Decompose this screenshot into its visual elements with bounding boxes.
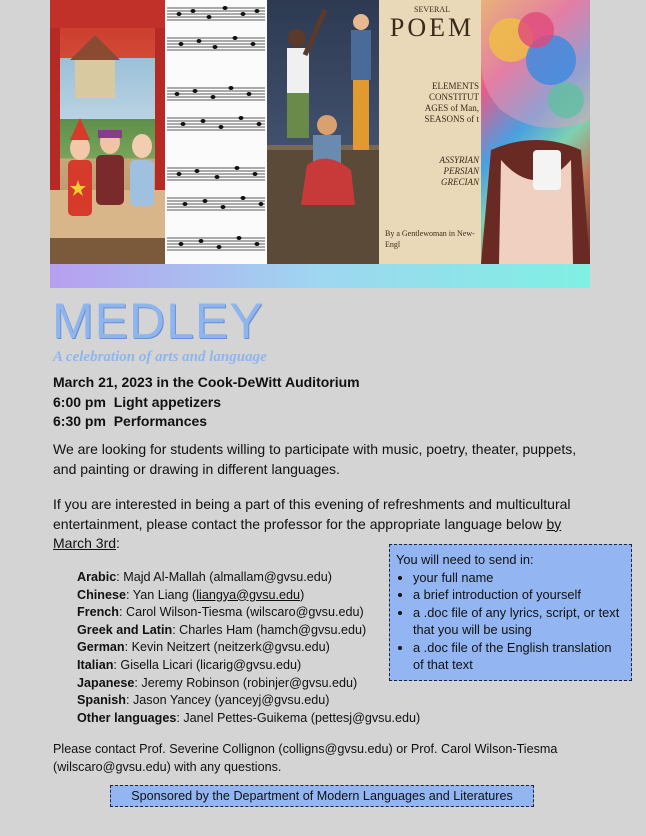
puppets-photo — [50, 0, 165, 264]
poem-line: ASSYRIAN — [439, 155, 479, 165]
contact-row — [77, 675, 420, 693]
contact-info: : Jason Yancey (yanceyj@gvsu.edu) — [126, 693, 330, 708]
contact-row — [77, 587, 420, 605]
contact-language: French — [77, 605, 119, 620]
contact-info: : Janel Pettes-Guikema (pettesj@gvsu.edu) — [176, 710, 421, 725]
intro-paragraph: We are looking for students willing to participate with music, poetry, theater, puppets, and painting or drawing in different languages. — [53, 441, 577, 477]
sponsor-box: Sponsored by the Department of Modern Languages and Literatures — [110, 785, 534, 807]
contact-row — [77, 569, 420, 587]
interest-colon: : — [116, 535, 120, 551]
contact-info: : Yan Liang ( — [126, 587, 197, 602]
contact-info: : Kevin Neitzert (neitzerk@gvsu.edu) — [124, 640, 330, 655]
poem-heading: POEM — [389, 13, 475, 42]
closing-paragraph: Please contact Prof. Severine Collignon (colligns@gvsu.edu) or Prof. Carol Wilson-Tiesma (wilscaro@gvsu.edu) with any questions. — [53, 742, 558, 774]
send-in-item: • a brief introduction of yourself — [413, 586, 625, 604]
contact-row — [77, 604, 420, 622]
poem-line: By a Gentlewoman in New-Engl — [385, 229, 475, 249]
painting-image — [481, 0, 590, 264]
contact-language: Arabic — [77, 570, 117, 584]
deadline: by March 3rd — [53, 515, 562, 551]
send-in-item: • a .doc file of any lyrics, script, or text that you will be using — [413, 604, 625, 639]
contact-info: : Carol Wilson-Tiesma (wilscaro@gvsu.edu) — [119, 605, 364, 620]
poem-line: GRECIAN — [441, 177, 479, 187]
painting-illustration — [481, 0, 590, 264]
send-in-item: • a .doc file of the English translation of that text — [413, 639, 625, 674]
old-poem-page — [379, 0, 481, 264]
send-in-heading: You will need to send in: — [396, 552, 534, 567]
poem-line: SEVERAL — [414, 5, 450, 14]
event-details — [53, 373, 360, 432]
contact-info: : Majd Al-Mallah (almallam@gvsu.edu) — [116, 570, 332, 584]
gradient-bar — [50, 264, 590, 288]
contact-info: : Charles Ham (hamch@gvsu.edu) — [172, 622, 367, 637]
poem-line: AGES of Man, — [424, 103, 479, 113]
contact-language: Chinese — [77, 587, 126, 602]
event-subtitle: A celebration of arts and language — [53, 349, 267, 365]
contact-language: Japanese — [77, 675, 135, 690]
send-in-box — [389, 544, 632, 681]
contact-row — [77, 710, 420, 728]
send-in-list — [396, 569, 625, 674]
poem-line: SEASONS of t — [424, 114, 479, 124]
contact-info: : Gisella Licari (licarig@gvsu.edu) — [113, 657, 302, 672]
contact-row — [77, 692, 420, 710]
performances-time: 6:30 pm Performances — [53, 413, 208, 429]
event-title: MEDLEY — [52, 293, 264, 349]
language-contacts — [77, 569, 420, 727]
contact-info: : Jeremy Robinson (robinjer@gvsu.edu) — [134, 675, 358, 690]
contact-language: Spanish — [77, 693, 126, 708]
poem-line: ELEMENTS — [432, 81, 479, 91]
contact-row — [77, 657, 420, 675]
contact-language: Greek and Latin — [77, 622, 173, 637]
banner-collage — [50, 0, 590, 264]
theater-illustration — [267, 0, 379, 264]
theater-photo — [267, 0, 379, 264]
poem-line: PERSIAN — [443, 166, 479, 176]
sheet-music-image — [165, 0, 267, 264]
puppets-illustration — [50, 0, 165, 264]
interest-text: If you are interested in being a part of this evening of refreshments and multicultural entertainment, please contact the professor for the appropriate language below — [53, 496, 571, 532]
event-date: March 21, 2023 in the Cook-DeWitt Auditorium — [53, 374, 360, 390]
send-in-item: • your full name — [413, 569, 625, 587]
appetizers-time: 6:00 pm Light appetizers — [53, 393, 222, 410]
contact-language: Italian — [77, 657, 114, 672]
contact-language: German — [77, 640, 125, 655]
contact-row — [77, 622, 420, 640]
contact-email-link[interactable]: liangya@gvsu.edu — [196, 587, 301, 602]
contact-language: Other languages — [77, 710, 177, 725]
poem-line: CONSTITUT — [429, 92, 479, 102]
contact-info-end: ) — [300, 587, 305, 602]
sheet-music-illustration — [165, 0, 267, 264]
contact-row — [77, 639, 420, 657]
